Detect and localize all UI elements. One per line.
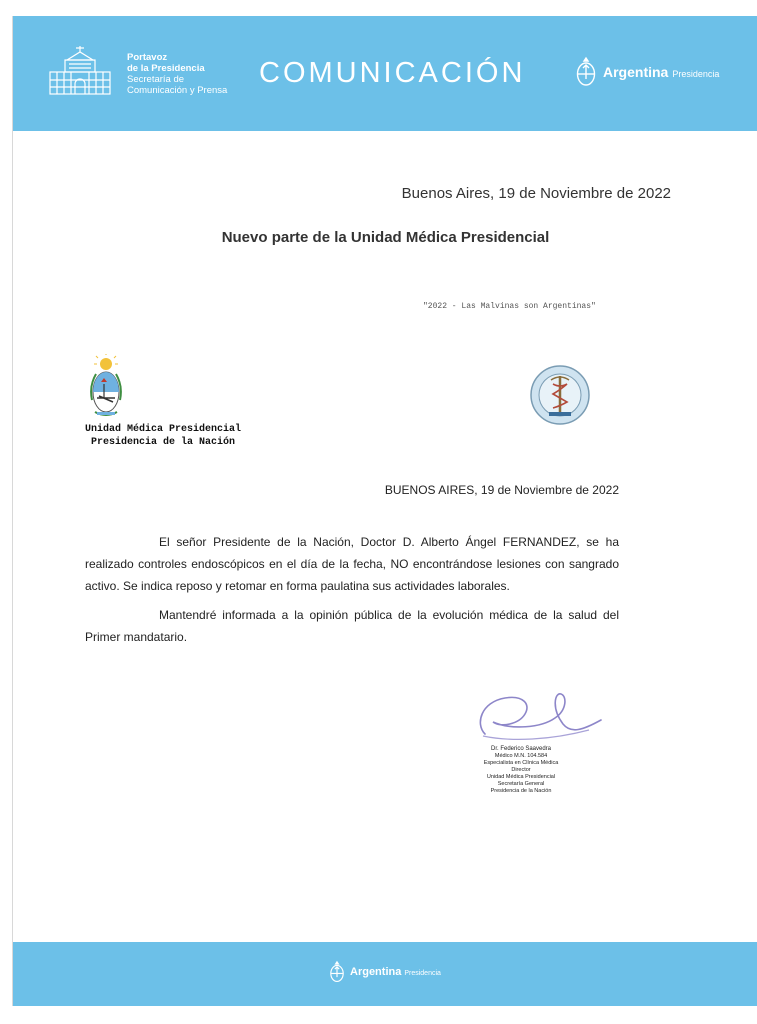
national-coat-of-arms-icon xyxy=(89,354,123,420)
footer-argentina-emblem-icon xyxy=(329,960,345,984)
portavoz-line2: de la Presidencia xyxy=(127,63,205,74)
signer-presidency: Presidencia de la Nación xyxy=(490,788,552,794)
casa-rosada-icon xyxy=(47,44,113,98)
logo-name: Argentina xyxy=(603,64,669,80)
banner-title: COMUNICACIÓN xyxy=(259,57,526,89)
letter-body xyxy=(85,531,619,648)
unit-line2: Presidencia de la Nación xyxy=(91,437,236,448)
signer-secretariat: Secretaría General xyxy=(497,781,545,787)
paragraph-1: El señor Presidente de la Nación, Doctor D. Alberto Ángel FERNANDEZ, se ha realizado controles endoscópicos en el día de la fecha, NO encontrándose lesiones con sangrado activo. Se indica reposo y retomar en forma paulatina sus actividades laborales. xyxy=(85,535,619,593)
footer-logo-name: Argentina xyxy=(350,966,402,978)
secretaria-line2: Comunicación y Prensa xyxy=(127,85,228,96)
signer-license: Médico M.N. 104.584 xyxy=(494,753,548,759)
unit-line1: Unidad Médica Presidencial xyxy=(85,424,242,435)
release-date: Buenos Aires, 19 de Noviembre de 2022 xyxy=(401,185,671,202)
footer-argentina-logo xyxy=(329,960,441,984)
medical-unit-heading xyxy=(85,423,241,449)
paragraph-2: Mantendré informada a la opinión pública de la evolución médica de la salud del Primer mandatario. xyxy=(85,608,619,644)
handwritten-signature xyxy=(471,684,606,746)
document-page xyxy=(12,16,757,1006)
signer-name: Dr. Federico Saavedra xyxy=(490,746,552,752)
argentina-emblem-icon xyxy=(575,56,597,88)
signer-role: Director xyxy=(511,767,531,773)
medical-unit-seal-icon xyxy=(529,364,591,426)
signer-specialty: Especialista en Clínica Médica xyxy=(483,760,559,766)
logo-suffix: Presidencia xyxy=(672,68,720,79)
footer-logo-suffix: Presidencia xyxy=(404,969,441,977)
signature-block xyxy=(471,746,571,795)
portavoz-text xyxy=(127,52,227,96)
portavoz-line1: Portavoz xyxy=(127,52,168,63)
secretaria-line1: Secretaría de xyxy=(127,74,185,85)
footer-banner xyxy=(13,942,757,1006)
header-banner xyxy=(13,16,757,131)
document-title: Nuevo parte de la Unidad Médica Presidencial xyxy=(221,229,550,246)
argentina-presidencia-logo xyxy=(575,56,719,88)
signer-unit: Unidad Médica Presidencial xyxy=(486,774,556,780)
malvinas-motto: "2022 - Las Malvinas son Argentinas" xyxy=(423,302,596,311)
letter-date: BUENOS AIRES, 19 de Noviembre de 2022 xyxy=(384,483,619,497)
